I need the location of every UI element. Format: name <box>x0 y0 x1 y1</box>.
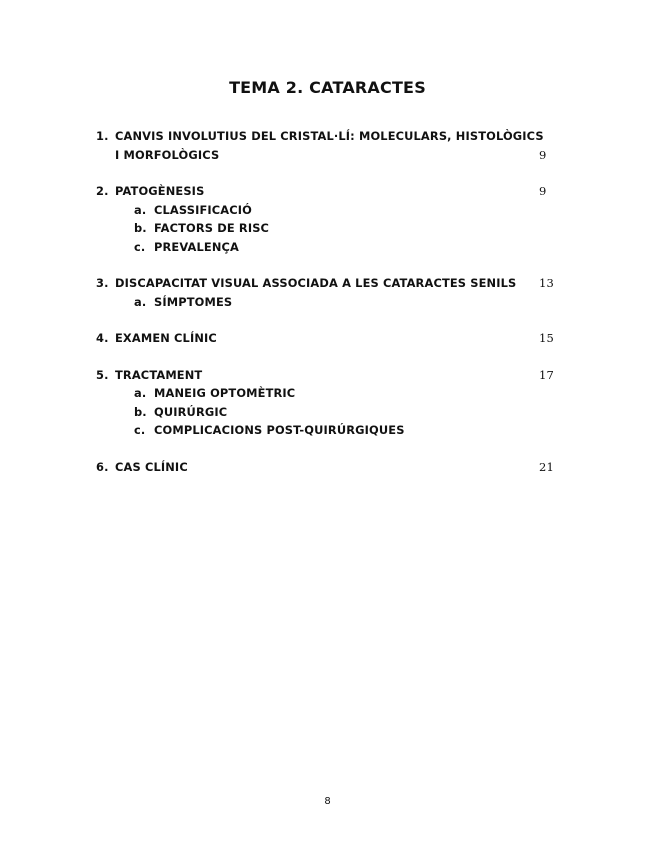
toc-entry-line <box>96 127 586 146</box>
toc-entry-page: 21 <box>539 459 554 474</box>
toc-entry-title: TRACTAMENT <box>115 367 203 382</box>
page-title: TEMA 2. CATARACTES <box>229 78 426 97</box>
toc-entry-number: 4. <box>96 331 109 345</box>
toc-entry-number: 5. <box>96 367 109 382</box>
toc-entry-3 <box>96 274 586 311</box>
toc-entry-number: 6. <box>96 459 109 474</box>
toc-entry-page: 9 <box>539 184 547 198</box>
page-number: 8 <box>324 796 331 807</box>
toc-subentry-letter: c. <box>134 423 146 437</box>
toc-entry-title: DISCAPACITAT VISUAL ASSOCIADA A LES CATARACTES SENILS <box>115 276 517 290</box>
toc-entry-title-continued: I MORFOLÒGICS <box>115 147 220 162</box>
table-of-contents <box>96 127 586 494</box>
toc-subentry <box>96 421 586 440</box>
toc-entry-line <box>96 366 586 385</box>
toc-entry-title: EXAMEN CLÍNIC <box>115 331 217 345</box>
toc-entry-5 <box>96 366 586 440</box>
toc-entry-number: 1. <box>96 129 109 143</box>
toc-subentry <box>96 219 586 238</box>
toc-subentry <box>96 403 586 422</box>
toc-subentry <box>96 201 586 220</box>
toc-entry-page: 9 <box>539 147 547 162</box>
toc-subentry-title: FACTORS DE RISC <box>154 221 270 235</box>
toc-entry-page: 15 <box>539 331 554 345</box>
toc-subentry-title: QUIRÚRGIC <box>154 404 228 419</box>
toc-entry-number: 3. <box>96 276 109 290</box>
toc-entry-line <box>96 146 586 165</box>
toc-entry-6 <box>96 458 586 477</box>
toc-subentry <box>96 293 586 312</box>
toc-entry-page: 13 <box>539 276 554 290</box>
toc-subentry <box>96 238 586 257</box>
toc-subentry-letter: b. <box>134 404 147 419</box>
toc-entry-4 <box>96 329 586 348</box>
toc-subentry-letter: c. <box>134 239 146 254</box>
toc-subentry-letter: a. <box>134 294 147 309</box>
toc-subentry-letter: a. <box>134 386 147 400</box>
toc-entry-line <box>96 329 586 348</box>
toc-subentry-title: SÍMPTOMES <box>154 294 233 309</box>
toc-subentry-letter: b. <box>134 221 147 235</box>
toc-entry-line <box>96 274 586 293</box>
toc-subentry <box>96 384 586 403</box>
toc-subentry-title: COMPLICACIONS POST-QUIRÚRGIQUES <box>154 423 405 437</box>
toc-subentry-title: PREVALENÇA <box>154 239 240 254</box>
toc-subentry-letter: a. <box>134 202 147 217</box>
toc-entry-page: 17 <box>539 367 554 382</box>
toc-entry-title: CAS CLÍNIC <box>115 459 188 474</box>
toc-entry-number: 2. <box>96 184 109 198</box>
toc-entry-2 <box>96 182 586 256</box>
toc-entry-1 <box>96 127 586 164</box>
toc-subentry-title: CLASSIFICACIÓ <box>154 202 252 217</box>
toc-entry-line <box>96 182 586 201</box>
toc-entry-title: PATOGÈNESIS <box>115 184 205 198</box>
toc-entry-line <box>96 458 586 477</box>
toc-subentry-title: MANEIG OPTOMÈTRIC <box>154 386 296 400</box>
toc-entry-title: CANVIS INVOLUTIUS DEL CRISTAL·LÍ: MOLECULARS, HISTOLÒGICS <box>115 129 544 143</box>
